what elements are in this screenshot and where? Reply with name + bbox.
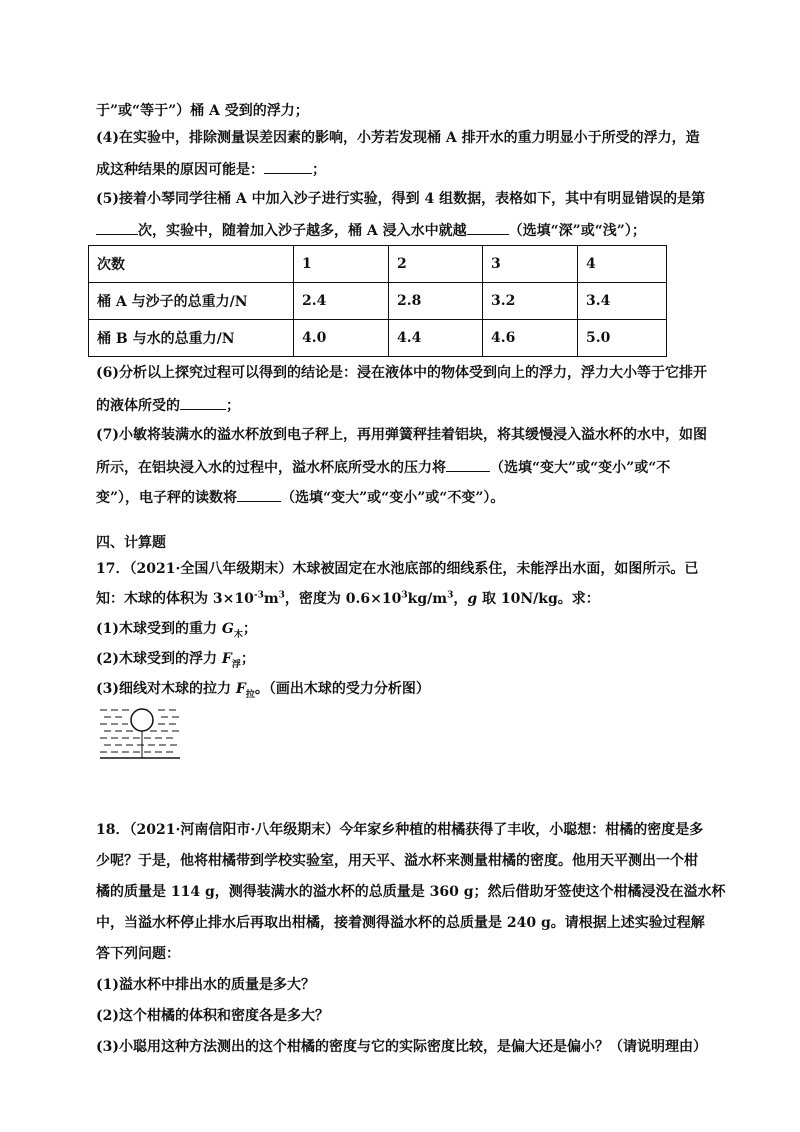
q18-stem-5: 答下列问题： [96, 946, 180, 962]
unit: m [263, 591, 279, 607]
q16-part-5-cont [96, 218, 646, 242]
q17-part-1-text: (1)木球受到的重力 [96, 621, 222, 637]
q17-given-text-2: ，密度为 0.6×10 [284, 591, 402, 607]
q16-line-1: 于”或“等于”）桶 A 受到的浮力； [96, 103, 309, 119]
table-header-cell: 次数 [89, 246, 294, 283]
q18-stem-1: 18．（2021·河南信阳市·八年级期末）今年家乡种植的柑橘获得了丰收，小聪想：柑橘的密度是多 [96, 822, 704, 838]
table-cell: 2.4 [294, 283, 389, 320]
subscript: 木 [233, 629, 243, 640]
table-header-cell: 3 [483, 246, 578, 283]
q16-part-5: (5)接着小琴同学往桶 A 中加入沙子进行实验，得到 4 组数据，表格如下，其中有明显错误的是第 [96, 191, 706, 207]
table-cell: 2.8 [389, 283, 483, 320]
wooden-ball [131, 709, 153, 731]
ball-in-water-figure [98, 706, 182, 760]
answer-blank-5a[interactable] [96, 218, 138, 235]
table-cell: 4.0 [294, 320, 389, 357]
q17-part-3-end: 。（画出木球的受力分析图） [254, 681, 430, 697]
exponent: -3 [253, 590, 264, 601]
q17-given-text: 知：木球的体积为 3×10 [96, 591, 254, 607]
q17-part-3 [96, 678, 430, 700]
subscript: 拉 [245, 689, 255, 700]
variable-G: G [221, 621, 234, 637]
table-row [89, 283, 667, 320]
table-cell: 3.4 [578, 283, 667, 320]
q17-part-2 [96, 648, 255, 670]
variable-F: F [221, 651, 232, 667]
q16-part-7-cont [96, 455, 670, 479]
q17-given [96, 588, 600, 610]
q18-part-3: (3)小聪用这种方法测出的这个柑橘的密度与它的实际密度比较，是偏大还是偏小？（请说明理由） [96, 1039, 707, 1055]
exponent: 3 [278, 590, 285, 601]
subscript: 浮 [231, 659, 241, 670]
answer-blank-7a[interactable] [446, 455, 490, 472]
table-cell: 4.6 [483, 320, 578, 357]
data-table [88, 245, 667, 357]
answer-blank-5b[interactable] [467, 218, 509, 235]
q17-part-2-text: (2)木球受到的浮力 [96, 651, 222, 667]
answer-blank-4[interactable] [264, 157, 312, 174]
q16-part-4-cont [96, 157, 326, 181]
exponent: 3 [447, 590, 454, 601]
table-row [89, 320, 667, 357]
q18-part-2: (2)这个柑橘的体积和密度各是多大？ [96, 1008, 329, 1024]
q18-part-1: (1)溢水杯中排出水的质量是多大？ [96, 977, 315, 993]
q16-part-5-end: （选填“深”或“浅”）； [508, 223, 646, 239]
punctuation: ； [240, 651, 255, 667]
q16-part-7-cont-2 [96, 485, 504, 509]
q18-stem-2: 少呢？于是，他将柑橘带到学校实验室，用天平、溢水杯来测量柑橘的密度。他用天平测出一个柑 [96, 853, 698, 869]
answer-blank-7b[interactable] [237, 485, 281, 502]
section-title: 四、计算题 [96, 535, 166, 551]
exponent: 3 [401, 590, 408, 601]
table-header-cell: 4 [578, 246, 667, 283]
q17-given-text-3: 取 10N/kg。求： [477, 591, 600, 607]
q16-part-7-text: 所示，在铝块浸入水的过程中，溢水杯底所受水的压力将 [96, 460, 446, 476]
table-cell: 5.0 [578, 320, 667, 357]
q16-part-7: (7)小敏将装满水的溢水杯放到电子秤上，再用弹簧秤挂着铝块，将其缓慢浸入溢水杯的水中，如图 [96, 427, 707, 443]
q16-part-6-cont [96, 393, 240, 417]
punctuation: ， [453, 591, 468, 607]
variable-g: g [467, 591, 478, 607]
table-cell: 桶 A 与沙子的总重力/N [89, 283, 294, 320]
q16-part-6-end: ； [226, 398, 240, 414]
q16-part-7-end: （选填“变大”或“变小”或“不变”）。 [281, 490, 505, 506]
answer-blank-6[interactable] [180, 393, 226, 410]
table-header-row [89, 246, 667, 283]
q16-part-4: (4)在实验中，排除测量误差因素的影响，小芳若发现桶 A 排开水的重力明显小于所受的浮力，造 [96, 130, 700, 146]
q17-part-1 [96, 618, 257, 640]
table-cell: 3.2 [483, 283, 578, 320]
unit: kg/m [407, 591, 448, 607]
q16-part-5-text: 次，实验中，随着加入沙子越多，桶 A 浸入水中就越 [138, 223, 467, 239]
q16-part-7-text-2: （选填“变大”或“变小”或“不 [490, 460, 671, 476]
table-cell: 桶 B 与水的总重力/N [89, 320, 294, 357]
variable-F: F [235, 681, 246, 697]
table-header-cell: 2 [389, 246, 483, 283]
q16-part-7-text-3: 变”），电子秤的读数将 [96, 490, 238, 506]
q16-part-6: (6)分析以上探究过程可以得到的结论是：浸在液体中的物体受到向上的浮力，浮力大小等于它排开 [96, 365, 707, 381]
table-cell: 4.4 [389, 320, 483, 357]
q17-stem: 17．（2021·全国八年级期末）木球被固定在水池底部的细线系住，未能浮出水面，如图所示。已 [96, 561, 699, 577]
q18-stem-4: 中，当溢水杯停止排水后再取出柑橘，接着测得溢水杯的总质量是 240 g。请根据上述实验过程解 [96, 915, 705, 931]
q16-part-4-text: 成这种结果的原因可能是： [96, 162, 264, 178]
q18-stem-3: 橘的质量是 114 g，测得装满水的溢水杯的总质量是 360 g；然后借助牙签使这个柑橘浸没在溢水杯 [96, 884, 726, 900]
q17-part-3-text: (3)细线对木球的拉力 [96, 681, 236, 697]
q16-part-4-end: ； [312, 162, 326, 178]
punctuation: ； [242, 621, 257, 637]
table-header-cell: 1 [294, 246, 389, 283]
q16-part-6-text: 的液体所受的 [96, 398, 180, 414]
